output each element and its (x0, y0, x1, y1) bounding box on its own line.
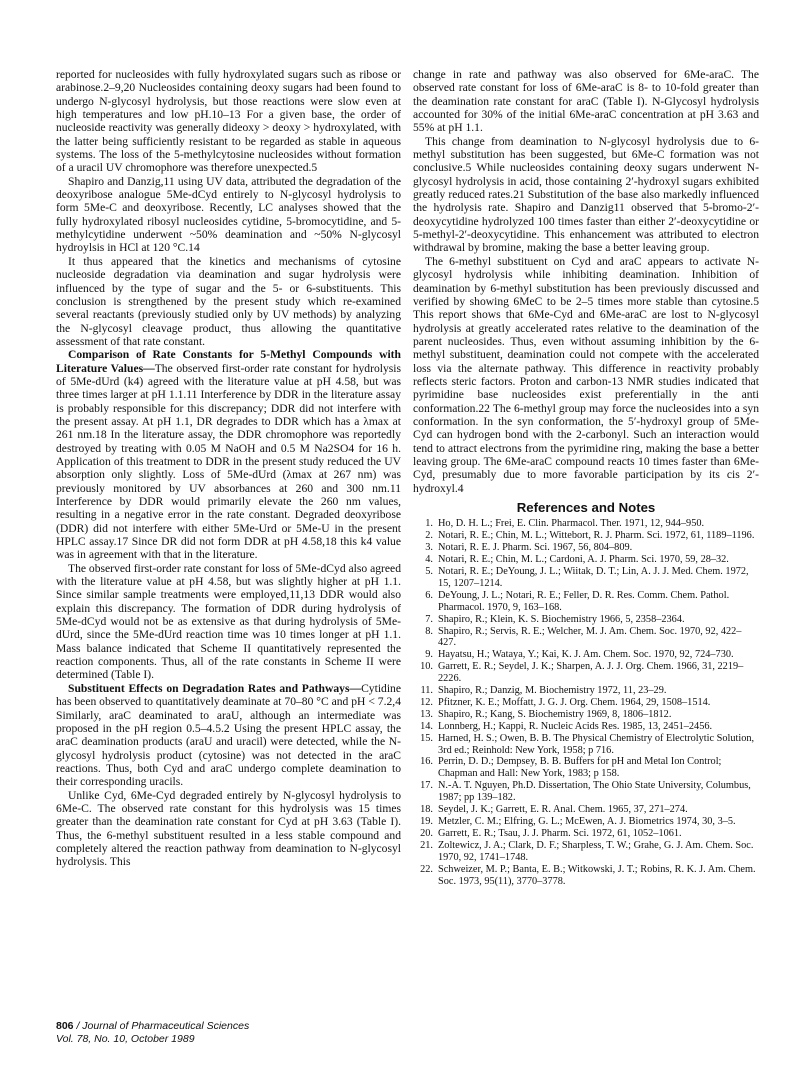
reference-number: 14. (420, 720, 433, 732)
reference-number: 4. (425, 554, 433, 566)
body-paragraph (56, 68, 401, 175)
journal-issue: Vol. 78, No. 10, October 1989 (56, 1033, 195, 1045)
reference-item (413, 661, 759, 685)
reference-text: Notari, R. E.; Chin, M. L.; Wittebort, R. J. Pharm. Sci. 1972, 61, 1189–1196. (438, 530, 755, 542)
reference-number: 18. (420, 804, 433, 816)
reference-item (413, 554, 759, 566)
paragraph-text: The observed first-order rate constant for hydrolysis of 5Me-dUrd (k4) agreed with the literature value at pH 4.58, but was three times larger at pH 1.1.11 Interference by DDR in the literature assay is probably responsible for this discrepancy; DDR did not interfere with the present assay. At pH 1.1, DR degrades to DDR which has a λmax at 261 nm.18 In the literature assay, the DDR chromophore was reportedly destroyed by treating with 0.05 M NaOH and 0.5 M Na2SO4 for 16 h. Application of this treatment to DDR in the present study reduced the UV absorption only slightly. Loss of 5Me-dUrd (λmax at 267 nm) was previously monitored by UV absorbances at 260 and 300 nm.11 Interference by DDR would primarily elevate the 260 nm values, resulting in a negative error in the rate constant. Degraded deoxyribose (DDR) did not interfere with either 5Me-Urd or 5Me-U in the present HPLC assay.17 Since DR did not form DDR at pH 4.58,18 this k4 value was in agreement with that in the literature. (56, 361, 402, 562)
right-column (413, 68, 759, 887)
reference-number: 9. (425, 649, 433, 661)
reference-item (413, 649, 759, 661)
reference-number: 12. (420, 696, 433, 708)
reference-item (413, 804, 759, 816)
reference-number: 13. (420, 708, 433, 720)
reference-text: Perrin, D. D.; Dempsey, B. B. Buffers for pH and Metal Ion Control; Chapman and Hall: New York, 1983; p 158. (438, 756, 722, 780)
reference-text: Notari, R. E. J. Pharm. Sci. 1967, 56, 804–809. (438, 542, 633, 554)
reference-text: N.-A. T. Nguyen, Ph.D. Dissertation, The Ohio State University, Columbus, 1987; pp 139–182. (438, 780, 751, 804)
reference-number: 6. (425, 589, 433, 601)
reference-item (413, 566, 759, 590)
reference-text: Notari, R. E.; Chin, M. L.; Cardoni, A. J. Pharm. Sci. 1970, 59, 28–32. (438, 554, 729, 566)
reference-text: Garrett, E. R.; Seydel, J. K.; Sharpen, A. J. J. Org. Chem. 1966, 31, 2219–2226. (438, 661, 744, 685)
paragraph-text: reported for nucleosides with fully hydroxylated sugars such as ribose or arabinose.2–9,20 Nucleosides containing deoxy sugars had been found to undergo N-glycosyl hydrolysis, but those reactions were slow even at high temperatures and low pH.10–13 For a given base, the order of nucleoside reactivity was generally dideoxy > deoxy > hydroxylated, with the latter being sufficiently resistant to be regarded as stable in aqueous systems. The loss of the 5-methylcytosine nucleosides without formation of a uracil UV chromophore was therefore unexpected.5 (56, 68, 401, 175)
reference-number: 19. (420, 816, 433, 827)
reference-number: 7. (425, 613, 433, 625)
page-footer (56, 1020, 249, 1046)
reference-text: Shapiro, R.; Kang, S. Biochemistry 1969, 8, 1806–1812. (438, 708, 672, 720)
reference-item (413, 590, 759, 614)
reference-item (413, 840, 759, 864)
paragraph-text: Shapiro and Danzig,11 using UV data, attributed the degradation of the deoxyribose analogue 5Me-dCyd entirely to N-glycosyl hydrolysis to form 5Me-C and deoxyribose. Recently, LC analyses showed that the fully hydroxylated ribosyl nucleosides cytidine, 5-bromocytidine, and 5-methylcytidine underwent ~50% deamination and ~50% N-glycosyl hydroylsis in HCl at 120 °C.14 (56, 174, 401, 255)
paragraph-text: This change from deamination to N-glycosyl hydrolysis due to 6-methyl substitution has been suggested, but 6Me-C formation was not conclusive.5 While nucleosides containing deoxy sugars underwent N-glycosyl hydrolysis in acid, those containing 2′-hydroxyl sugars exhibited greatly reduced rates.21 Substitution of the base also markedly influenced the hydrolysis rate. Shapiro and Danzig11 observed that 5-bromo-2′-deoxycytidine hydrolyzed 100 times faster than either 2′-deoxycytidine or 5-methyl-2′-deoxycytidine. This enhancement was attributed to electron withdrawal by bromine, making the base a better leaving group. (413, 134, 759, 255)
reference-number: 20. (420, 827, 433, 839)
reference-number: 22. (420, 863, 433, 875)
body-paragraph (413, 68, 759, 135)
body-paragraph (56, 175, 401, 255)
body-paragraph (56, 789, 401, 869)
left-column (56, 68, 401, 869)
right-column-body (413, 68, 759, 495)
reference-item (413, 709, 759, 721)
reference-item (413, 780, 759, 804)
reference-text: Schweizer, M. P.; Banta, E. B.; Witkowski, J. T.; Robins, R. K. J. Am. Chem. Soc. 1973, 95(11), 3770–3778. (438, 863, 756, 887)
reference-number: 1. (425, 518, 433, 530)
reference-number: 5. (425, 565, 433, 577)
journal-name: / Journal of Pharmaceutical Sciences (76, 1020, 250, 1032)
paragraph-text: It thus appeared that the kinetics and mechanisms of cytosine nucleoside degradation via deamination and sugar hydrolysis were influenced by the type of sugar and the 5- or 6-substituents. This conclusion is strengthened by the present study which re-examined several reactants (previously studied only by UV methods) by analyzing the N-glycosyl cleavage product, thus allowing the quantitative assessment of that rate constant. (56, 254, 401, 348)
reference-text: Hayatsu, H.; Wataya, Y.; Kai, K. J. Am. Chem. Soc. 1970, 92, 724–730. (438, 649, 734, 661)
reference-number: 17. (420, 780, 433, 792)
reference-item (413, 733, 759, 757)
reference-item (413, 685, 759, 697)
body-paragraph (56, 682, 401, 789)
reference-item (413, 542, 759, 554)
body-paragraph (413, 135, 759, 255)
paragraph-text: change in rate and pathway was also observed for 6Me-araC. The observed rate constant for loss of 6Me-araC is 8- to 10-fold greater than the deamination rate constant for araC (Table I). N-Glycosyl hydrolysis accounted for 30% of the initial 6Me-araC concentration at pH 3.63 and 55% at pH 1.1. (413, 68, 759, 135)
reference-item (413, 697, 759, 709)
reference-text: Notari, R. E.; DeYoung, J. L.; Wiitak, D. T.; Lin, A. J. J. Med. Chem. 1972, 15, 1207–1214. (438, 565, 749, 589)
body-paragraph (413, 255, 759, 495)
reference-number: 10. (420, 661, 433, 673)
reference-number: 3. (425, 542, 433, 554)
reference-item (413, 828, 759, 840)
body-paragraph (56, 255, 401, 348)
reference-text: Ho, D. H. L.; Frei, E. Clin. Pharmacol. Ther. 1971, 12, 944–950. (438, 518, 705, 530)
reference-number: 8. (425, 625, 433, 637)
reference-number: 2. (425, 530, 433, 542)
reference-item (413, 816, 759, 828)
reference-text: Shapiro, R.; Danzig, M. Biochemistry 1972, 11, 23–29. (438, 685, 667, 697)
reference-number: 16. (420, 756, 433, 768)
paragraph-text: Cytidine has been observed to quantitatively deaminate at 70–80 °C and pH < 7.2,4 Similarly, araC deaminated to araU, although an intermediate was proposed in the pH region 0.5–4.5.2 Using the present HPLC assay, the araC deamination products (araU and uracil) were detected, while the N-glycosyl hydrolysis product (cytosine) was not detected in the araC reactions. Thus, both Cyd and araC undergo complete deamination to their corresponding uracils. (56, 681, 401, 789)
reference-text: Zoltewicz, J. A.; Clark, D. F.; Sharpless, T. W.; Grahe, G. J. Am. Chem. Soc. 1970, 92, 1741–1748. (438, 839, 754, 863)
paragraph-text: The 6-methyl substituent on Cyd and araC appears to activate N-glycosyl hydrolysis while inhibiting deamination. Inhibition of deamination by 6-methyl substitution has been previously discussed and verified by showing 6MeC to be 2–5 times more stable than cytosine.5 This report shows that 6Me-Cyd and 6Me-araC are lost to N-glycosyl hydrolysis at greatly accelerated rates relative to the deamination of the parent nucleosides. Thus, even without assuming inhibition by the 6-methyl substituent, deamination could not compete with the accelerated loss via the alternate pathway. This difference in reactivity probably reflects steric factors. Proton and carbon-13 NMR studies indicated that pyrimidine base nucleosides exist preferentially in the anti conformation.22 The 6-methyl group may force the nucleosides into a syn conformation. In the syn conformation, the 5′-hydroxyl group of 5Me-Cyd can hydrogen bond with the 2-carbonyl. Such an interaction would tend to attract electrons from the pyrimidine ring, making the base a better leaving group. The 6Me-araC compound reacts 10 times faster than 6Me-Cyd, presumably due to more favorable participation by its cis 2′-hydroxyl.4 (413, 254, 759, 495)
body-paragraph (56, 562, 401, 682)
section-heading: Comparison of Rate Constants for 5-Methyl Compounds with Literature Values— (56, 348, 401, 375)
section-heading: Substituent Effects on Degradation Rates and Pathways— (68, 681, 362, 695)
reference-number: 11. (420, 685, 433, 697)
reference-item (413, 721, 759, 733)
reference-text: Shapiro, R.; Servis, R. E.; Welcher, M. J. Am. Chem. Soc. 1970, 92, 422–427. (438, 625, 742, 649)
references-list (413, 518, 759, 887)
page-number: 806 (56, 1020, 74, 1032)
reference-item (413, 626, 759, 650)
reference-text: Harned, H. S.; Owen, B. B. The Physical Chemistry of Electrolytic Solution, 3rd ed.; Reinhold: New York, 1958; p 716. (438, 732, 755, 756)
reference-item (413, 518, 759, 530)
reference-text: DeYoung, J. L.; Notari, R. E.; Feller, D. R. Res. Comm. Chem. Pathol. Pharmacol. 1970, 9, 163–168. (438, 589, 730, 613)
reference-text: Lonnberg, H.; Kappi, R. Nucleic Acids Res. 1985, 13, 2451–2456. (438, 720, 713, 732)
reference-item (413, 756, 759, 780)
paragraph-text: Unlike Cyd, 6Me-Cyd degraded entirely by N-glycosyl hydrolysis to 6Me-C. The observed rate constant for this hydrolysis was 15 times greater than the deamination rate constant for Cyd at pH 3.63 (Table I). Thus, the 6-methyl substituent resulted in a less stable compound and completely altered the reaction pathway from deamination to N-glycosyl hydrolysis. This (56, 788, 401, 869)
reference-number: 15. (420, 732, 433, 744)
reference-text: Shapiro, R.; Klein, K. S. Biochemistry 1966, 5, 2358–2364. (438, 613, 685, 625)
paragraph-text: The observed first-order rate constant for loss of 5Me-dCyd also agreed with the literature value at pH 4.58, but was slightly higher at pH 1.1. Since similar sample treatments were employed,11,13 DDR would also explain this discrepancy. The formation of DDR during hydrolysis of 5Me-dCyd would not be as extensive as that during hydrolysis of 5Me-dUrd, since the 5Me-dUrd reaction time was 10 times longer at pH 1.1. Mass balance indicated that Scheme II quantitatively represented the reaction components. Thus, all of the rate constants in Scheme II were determined (Table I). (56, 561, 401, 682)
reference-text: Garrett, E. R.; Tsau, J. J. Pharm. Sci. 1972, 61, 1052–1061. (438, 827, 682, 839)
references-heading: References and Notes (516, 500, 656, 515)
reference-text: Metzler, C. M.; Elfring, G. L.; McEwen, A. J. Biometrics 1974, 30, 3–5. (438, 816, 736, 827)
reference-text: Seydel, J. K.; Garrett, E. R. Anal. Chem. 1965, 37, 271–274. (438, 804, 688, 816)
reference-number: 21. (420, 839, 433, 851)
reference-item (413, 864, 759, 888)
reference-item (413, 614, 759, 626)
reference-item (413, 530, 759, 542)
reference-text: Pfitzner, K. E.; Moffatt, J. G. J. Org. Chem. 1964, 29, 1508–1514. (438, 696, 711, 708)
body-paragraph (56, 348, 401, 562)
